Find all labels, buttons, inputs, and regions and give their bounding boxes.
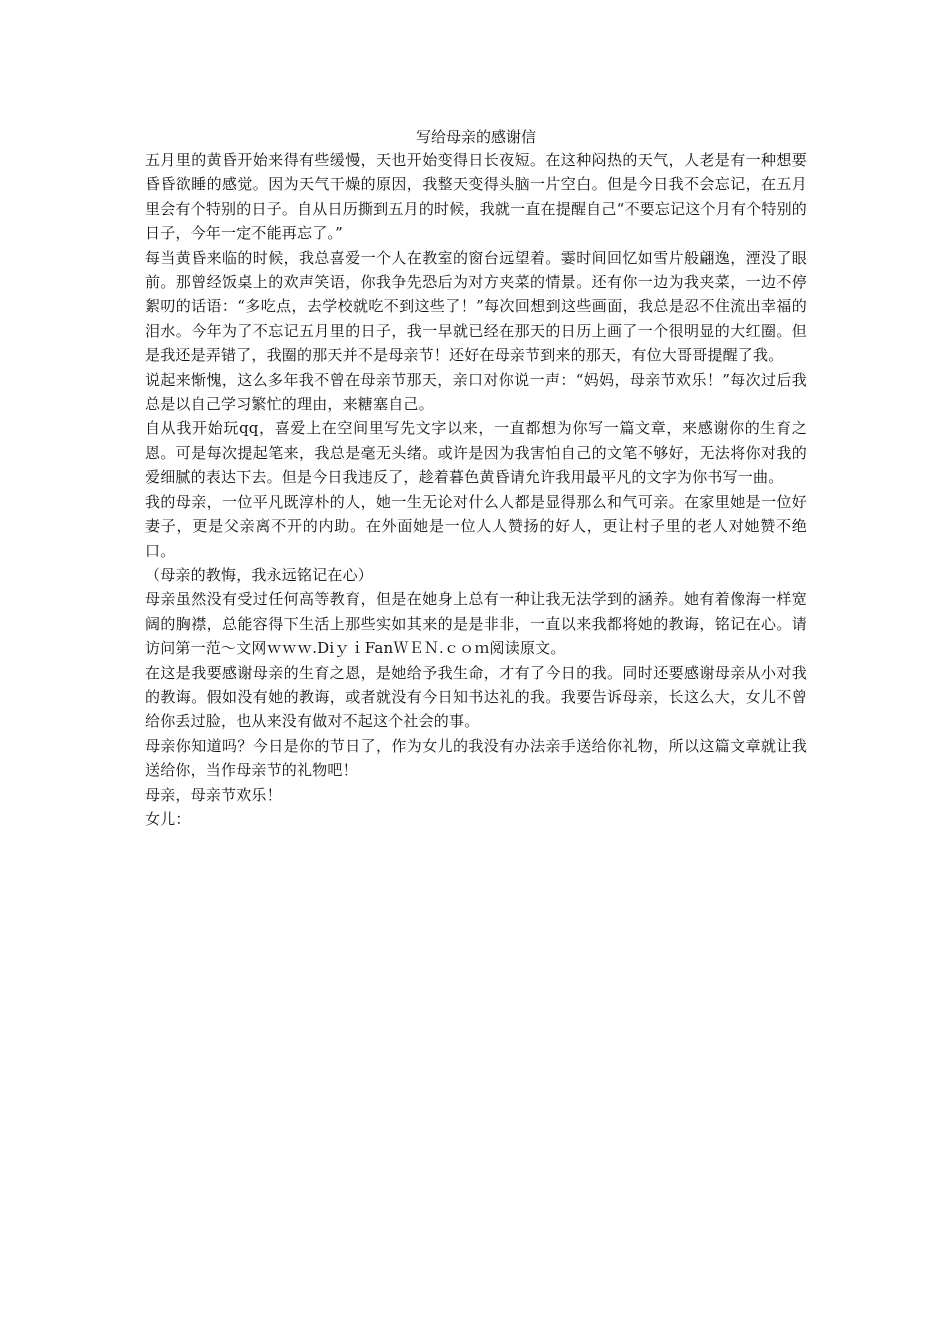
paragraph-1: 五月里的黄昏开始来得有些缓慢，天也开始变得日长夜短。在这种闷热的天气，人老是有一种想要昏昏欲睡的感觉。因为天气干燥的原因，我整天变得头脑一片空白。但是今日我不会忘记，在五月里会有个特别的日子。自从日历撕到五月的时候，我就一直在提醒自己“不要忘记这个月有个特别的日子，今年一定不能再忘了。” — [145, 151, 807, 243]
paragraph-7: 在这是我要感谢母亲的生育之恩，是她给予我生命，才有了今日的我。同时还要感谢母亲从小对我的教诲。假如没有她的教诲，或者就没有今日知书达礼的我。我要告诉母亲，长这么大，女儿不曾给你丢过脸，也从来没有做对不起这个社会的事。 — [145, 663, 807, 731]
closing-greeting: 母亲，母亲节欢乐！ — [145, 785, 282, 804]
paragraph-4: 自从我开始玩qq，喜爱上在空间里写先文字以来，一直都想为你写一篇文章，来感谢你的生育之恩。可是每次提起笔来，我总是毫无头绪。或许是因为我害怕自己的文笔不够好，无法将你对我的爱细腻的表达下去。但是今日我违反了，趁着暮色黄昏请允许我用最平凡的文字为你书写一曲。 — [145, 419, 807, 487]
paragraph-5: 我的母亲，一位平凡既淳朴的人，她一生无论对什么人都是显得那么和气可亲。在家里她是一位好妻子，更是父亲离不开的内助。在外面她是一位人人赞扬的好人，更让村子里的老人对她赞不绝口。 — [145, 492, 807, 560]
letter-body — [145, 126, 807, 831]
paragraph-2: 每当黄昏来临的时候，我总喜爱一个人在教室的窗台远望着。霎时间回忆如雪片般翩逸，湮没了眼前。那曾经饭桌上的欢声笑语，你我争先恐后为对方夹菜的情景。还有你一边为我夹菜，一边不停絮叨的话语：“多吃点，去学校就吃不到这些了！”每次回想到这些画面，我总是忍不住流出幸福的泪水。今年为了不忘记五月里的日子，我一早就已经在那天的日历上画了一个很明显的大红圈。但是我还是弄错了，我圈的那天并不是母亲节！还好在母亲节到来的那天，有位大哥哥提醒了我。 — [145, 248, 807, 365]
signature: 女儿： — [145, 809, 191, 828]
paragraph-3: 说起来惭愧，这么多年我不曾在母亲节那天，亲口对你说一声：“妈妈，母亲节欢乐！”每次过后我总是以自己学习繁忙的理由，来糖塞自己。 — [145, 370, 807, 414]
section-heading: （母亲的教悔，我永远铭记在心） — [145, 565, 374, 584]
paragraph-8: 母亲你知道吗？今日是你的节日了，作为女儿的我没有办法亲手送给你礼物，所以这篇文章就让我送给你，当作母亲节的礼物吧！ — [145, 736, 807, 780]
document-title: 写给母亲的感谢信 — [415, 128, 536, 146]
paragraph-6: 母亲虽然没有受过任何高等教育，但是在她身上总有一种让我无法学到的涵养。她有着像海一样宽阔的胸襟，总能容得下生活上那些实如其来的是是非非，一直以来我都将她的教诲，铭记在心。请访问第一范～文网ｗｗｗ.DiｙｉFanＷＥＮ.ｃｏｍ阅读原文。 — [145, 590, 807, 658]
